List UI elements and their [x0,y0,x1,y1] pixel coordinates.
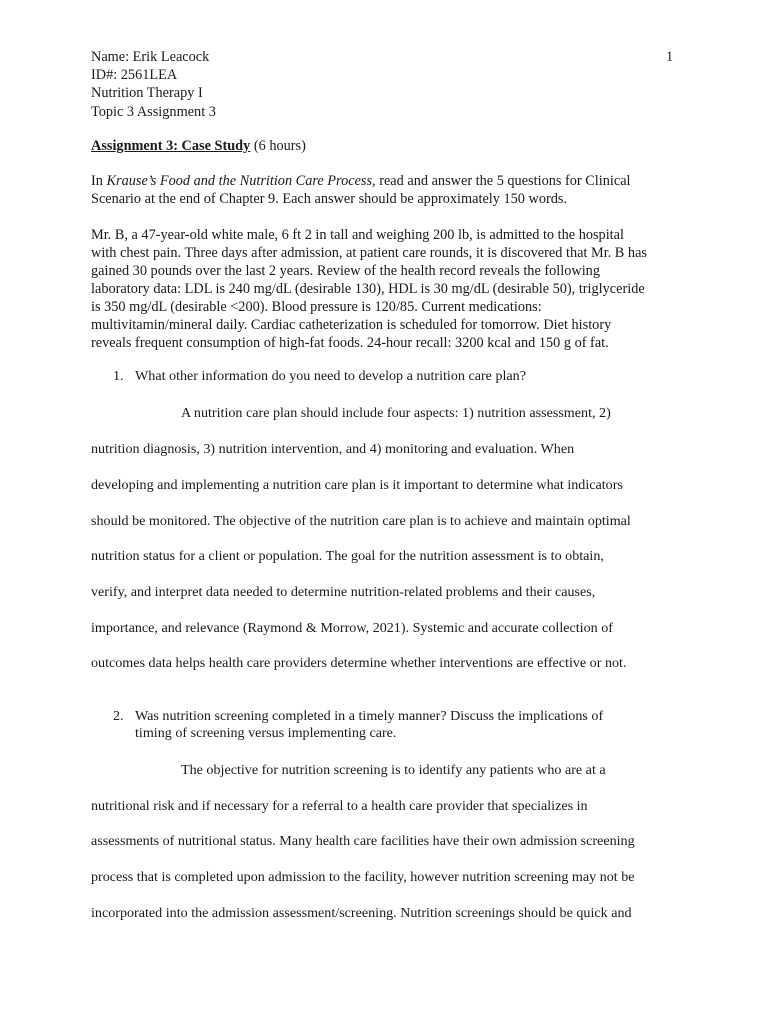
intro-paragraph [91,172,681,208]
case-line: is 350 mg/dL (desirable <200). Blood pressure is 120/85. Current medications: [91,299,542,315]
intro-line-1 [91,172,681,190]
book-title: Krause’s Food and the Nutrition Care Process [106,173,373,189]
assignment-title-strong: Assignment 3: Case Study [91,138,251,154]
answer-line: importance, and relevance (Raymond & Morrow, 2021). Systemic and accurate collection of [91,620,613,636]
assignment-title [91,137,306,155]
answer-line: The objective for nutrition screening is to identify any patients who are at a [181,762,606,778]
case-line: laboratory data: LDL is 240 mg/dL (desirable 130), HDL is 30 mg/dL (desirable 50), triglyceride [91,281,645,297]
answer-line: nutrition diagnosis, 3) nutrition intervention, and 4) monitoring and evaluation. When [91,441,575,457]
answer-line: nutrition status for a client or population. The goal for the nutrition assessment is to obtain, [91,548,604,564]
student-id: ID#: 2561LEA [91,67,178,84]
answer-line: process that is completed upon admission to the facility, however nutrition screening may not be [91,869,635,885]
case-line: with chest pain. Three days after admission, at patient care rounds, it is discovered that Mr. B has [91,245,647,261]
answer-line: assessments of nutritional status. Many health care facilities have their own admission screening [91,833,635,849]
question-line: Was nutrition screening completed in a timely manner? Discuss the implications of [135,708,604,724]
answer-line: A nutrition care plan should include four aspects: 1) nutrition assessment, 2) [181,405,611,421]
answer-line: outcomes data helps health care providers determine whether interventions are effective or not. [91,655,627,671]
case-line: reveals frequent consumption of high-fat foods. 24-hour recall: 3200 kcal and 150 g of fat. [91,335,609,351]
intro-line-1-rest: , read and answer the 5 questions for Clinical [372,173,631,189]
question-text [135,708,675,742]
assignment-title-duration: (6 hours) [250,138,306,154]
case-line: gained 30 pounds over the last 2 years. Review of the health record reveals the following [91,263,600,279]
answer-line: nutritional risk and if necessary for a referral to a health care provider that specializes in [91,798,588,814]
case-line: multivitamin/mineral daily. Cardiac catheterization is scheduled for tomorrow. Diet history [91,317,612,333]
course-name: Nutrition Therapy I [91,85,203,102]
topic-label: Topic 3 Assignment 3 [91,103,216,120]
question-line: What other information do you need to develop a nutrition care plan? [135,368,526,384]
question-text [135,368,675,385]
intro-line-2: Scenario at the end of Chapter 9. Each answer should be approximately 150 words. [91,191,568,207]
answer-line: developing and implementing a nutrition care plan is it important to determine what indicators [91,477,623,493]
question-number: 2. [113,708,124,724]
question-number: 1. [113,368,124,384]
case-scenario-paragraph [91,226,681,352]
answer-line: incorporated into the admission assessment/screening. Nutrition screenings should be quick and [91,905,632,921]
question-line: timing of screening versus implementing care. [135,725,397,741]
page-number: 1 [666,49,674,65]
student-header [91,48,216,121]
student-name: Name: Erik Leacock [91,49,210,65]
case-line: Mr. B, a 47-year-old white male, 6 ft 2 in tall and weighing 200 lb, is admitted to the hospital [91,227,624,243]
answer-line: verify, and interpret data needed to determine nutrition-related problems and their causes, [91,584,596,600]
answer-line: should be monitored. The objective of the nutrition care plan is to achieve and maintain optimal [91,513,631,529]
intro-prefix: In [91,173,107,189]
